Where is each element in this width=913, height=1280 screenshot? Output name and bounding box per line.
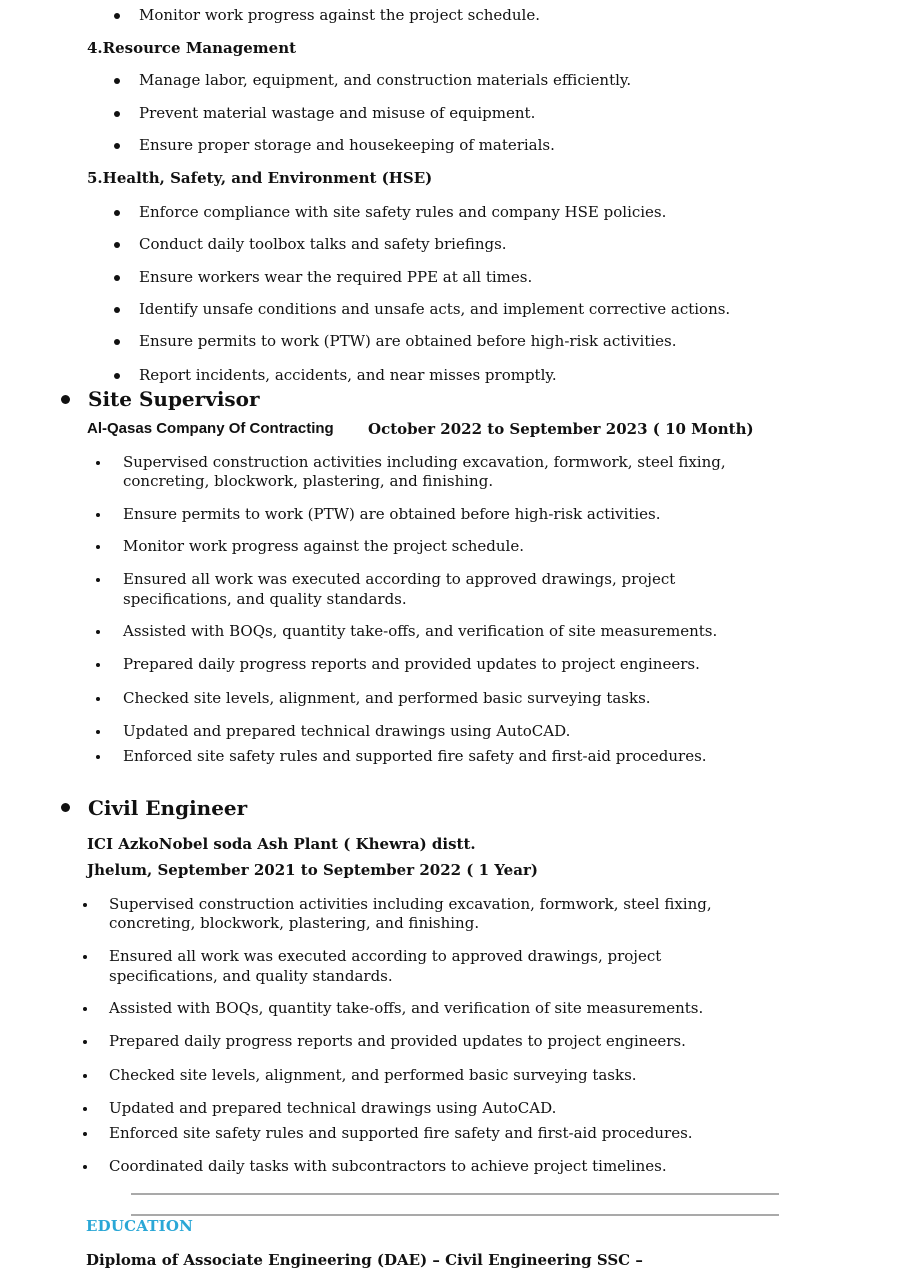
resource-management-heading: 4.Resource Management — [87, 39, 297, 57]
bullet-dot — [114, 339, 120, 345]
duty-item: Prevent material wastage and misuse of equipment. — [139, 104, 536, 122]
bullet-dot — [96, 578, 100, 582]
education-heading: EDUCATION — [86, 1217, 194, 1235]
bullet-dot — [83, 903, 87, 907]
role-bullet — [61, 395, 70, 404]
duty-item-continuation: specifications, and quality standards. — [109, 967, 393, 985]
bullet-dot — [83, 1040, 87, 1044]
bullet-dot — [114, 210, 120, 216]
bullet-dot — [114, 373, 120, 379]
bullet-dot — [114, 275, 120, 281]
duty-item: Prepared daily progress reports and provided updates to project engineers. — [109, 1032, 686, 1050]
duty-item: Ensured all work was executed according to approved drawings, project — [123, 570, 676, 588]
bullet-dot — [96, 755, 100, 759]
bullet-dot — [96, 697, 100, 701]
bullet-dot — [114, 242, 120, 248]
employment-dates: Jhelum, September 2021 to September 2022 ( 1 Year) — [87, 861, 538, 879]
employment-dates: October 2022 to September 2023 ( 10 Month) — [368, 420, 754, 438]
duty-item: Coordinated daily tasks with subcontractors to achieve project timelines. — [109, 1157, 667, 1175]
duty-item-continuation: specifications, and quality standards. — [123, 590, 407, 608]
education-entry: Diploma of Associate Engineering (DAE) – Civil Engineering SSC – — [86, 1251, 643, 1269]
bullet-dot — [114, 13, 120, 19]
duty-item: Ensured all work was executed according to approved drawings, project — [109, 947, 662, 965]
duty-item: Checked site levels, alignment, and performed basic surveying tasks. — [109, 1066, 637, 1084]
bullet-dot — [96, 461, 100, 465]
bullet-dot — [96, 730, 100, 734]
duty-item: Ensure workers wear the required PPE at all times. — [139, 268, 533, 286]
bullet-dot — [83, 1007, 87, 1011]
section-divider — [131, 1214, 779, 1216]
duty-item: Ensure proper storage and housekeeping of materials. — [139, 136, 555, 154]
bullet-dot — [114, 78, 120, 84]
duty-item: Ensure permits to work (PTW) are obtained before high-risk activities. — [139, 332, 677, 350]
section-divider — [131, 1193, 779, 1195]
duty-item-continuation: concreting, blockwork, plastering, and finishing. — [123, 472, 494, 490]
duty-item: Assisted with BOQs, quantity take-offs, and verification of site measurements. — [123, 622, 718, 640]
duty-item: Report incidents, accidents, and near misses promptly. — [139, 366, 557, 384]
bullet-dot — [83, 1165, 87, 1169]
bullet-dot — [114, 307, 120, 313]
bullet-dot — [96, 513, 100, 517]
bullet-dot — [96, 630, 100, 634]
role-title-civil-engineer: Civil Engineer — [88, 796, 248, 820]
duty-item: Monitor work progress against the project schedule. — [123, 537, 525, 555]
duty-item: Checked site levels, alignment, and performed basic surveying tasks. — [123, 689, 651, 707]
role-title-site-supervisor: Site Supervisor — [88, 387, 260, 411]
bullet-dot — [96, 545, 100, 549]
duty-item: Assisted with BOQs, quantity take-offs, and verification of site measurements. — [109, 999, 704, 1017]
company-name: Al-Qasas Company Of Contracting — [87, 420, 334, 437]
duty-item-continuation: concreting, blockwork, plastering, and finishing. — [109, 914, 480, 932]
bullet-dot — [114, 111, 120, 117]
duty-item: Monitor work progress against the project schedule. — [139, 6, 541, 24]
duty-item: Conduct daily toolbox talks and safety briefings. — [139, 235, 507, 253]
duty-item: Enforced site safety rules and supported fire safety and first-aid procedures. — [123, 747, 707, 765]
duty-item: Ensure permits to work (PTW) are obtained before high-risk activities. — [123, 505, 661, 523]
duty-item: Prepared daily progress reports and provided updates to project engineers. — [123, 655, 700, 673]
duty-item: Enforce compliance with site safety rules and company HSE policies. — [139, 203, 667, 221]
duty-item: Manage labor, equipment, and construction materials efficiently. — [139, 71, 632, 89]
duty-item: Supervised construction activities including excavation, formwork, steel fixing, — [109, 895, 712, 913]
bullet-dot — [83, 1074, 87, 1078]
role-bullet — [61, 803, 70, 812]
duty-item: Enforced site safety rules and supported fire safety and first-aid procedures. — [109, 1124, 693, 1142]
bullet-dot — [83, 955, 87, 959]
duty-item: Identify unsafe conditions and unsafe acts, and implement corrective actions. — [139, 300, 731, 318]
hse-heading: 5.Health, Safety, and Environment (HSE) — [87, 169, 433, 187]
bullet-dot — [96, 663, 100, 667]
bullet-dot — [114, 143, 120, 149]
bullet-dot — [83, 1132, 87, 1136]
duty-item: Updated and prepared technical drawings using AutoCAD. — [123, 722, 571, 740]
duty-item: Updated and prepared technical drawings using AutoCAD. — [109, 1099, 557, 1117]
duty-item: Supervised construction activities including excavation, formwork, steel fixing, — [123, 453, 726, 471]
company-name: ICI AzkoNobel soda Ash Plant ( Khewra) distt. — [87, 835, 476, 853]
bullet-dot — [83, 1107, 87, 1111]
